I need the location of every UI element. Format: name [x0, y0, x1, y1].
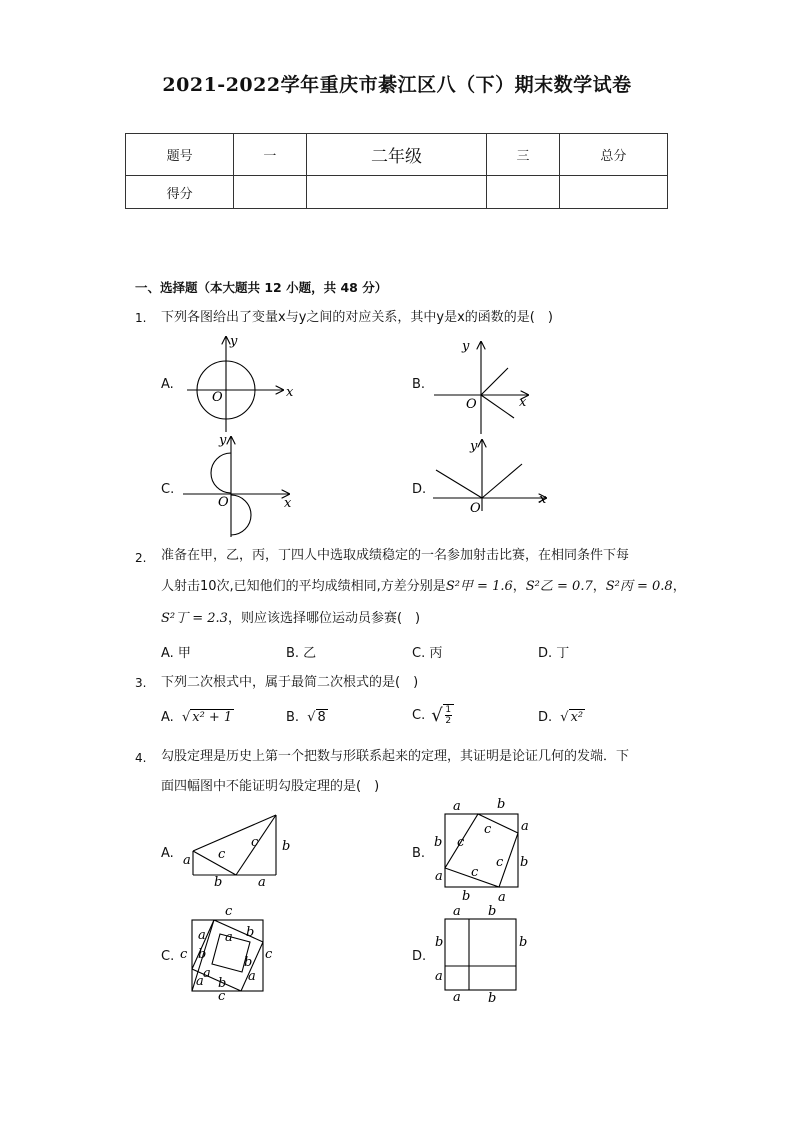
side-label-a: a [453, 904, 461, 919]
option-label: D. [538, 710, 553, 725]
score-header-cell: 总分 [559, 134, 667, 176]
y-axis-label: y [219, 433, 227, 448]
option-d: D. √ x² [538, 710, 584, 725]
side-label-b: b [198, 947, 207, 962]
option-label: C. [412, 707, 426, 723]
x-axis-label: x [519, 395, 527, 410]
variance-bing: S²丙 = 0.8 [605, 579, 673, 594]
side-label-c: c [225, 904, 233, 919]
option-label: A. 甲 [161, 646, 191, 661]
fraction-denominator: 2 [445, 716, 452, 726]
side-label-b: b [435, 935, 444, 950]
origin-label: O [212, 390, 223, 405]
side-label-b: b [244, 955, 253, 970]
side-label-a: a [196, 974, 204, 989]
option-label: A. [161, 846, 174, 861]
question-text: 下列二次根式中，属于最简二次根式的是( ) [161, 675, 419, 690]
side-label-c: c [471, 865, 479, 880]
option-label: C. [161, 949, 175, 964]
x-axis-label: x [286, 385, 294, 400]
side-label-b: b [246, 925, 255, 940]
side-label-a: a [198, 928, 206, 943]
option-label: D. 丁 [538, 646, 570, 661]
graph-v-shape-figure [433, 440, 546, 511]
page-title: 2021-2022学年重庆市綦江区八（下）期末数学试卷 [162, 74, 632, 96]
side-label-b: b [497, 797, 506, 812]
side-label-b: b [520, 855, 529, 870]
option-label: B. [412, 377, 426, 392]
question-text-line: 人射击10次,已知他们的平均成绩相同,方差分别是S²甲 = 1.6，S²乙 = 0.7，S²丙 = 0.8， [161, 579, 686, 594]
variance-ding: S²丁 = 2.3 [161, 611, 228, 626]
option-a: A. √ x² + 1 [161, 710, 233, 725]
radicand: 8 [317, 710, 326, 725]
option-label: B. [286, 710, 300, 725]
score-row-label: 得分 [126, 176, 234, 209]
side-label-c: c [496, 855, 504, 870]
side-label-a: a [248, 969, 256, 984]
question-text-line [161, 603, 661, 635]
side-label-b: b [488, 904, 497, 919]
option-b: B. √ 8 [286, 710, 326, 725]
question-text-line: 勾股定理是历史上第一个把数与形联系起来的定理，其证明是论证几何的发端．下 [161, 749, 630, 764]
y-axis-label: y [470, 439, 478, 454]
graph-circle-figure [187, 337, 283, 432]
fraction-numerator: 1 [445, 705, 452, 715]
side-label-c: c [265, 947, 273, 962]
radicand: x² + 1 [192, 710, 233, 725]
side-label-c: c [218, 989, 226, 1004]
side-label-b: b [434, 835, 443, 850]
score-header-cell: 题号 [126, 134, 234, 176]
variance-jia: S²甲 = 1.6 [445, 579, 513, 594]
variance-yi: S²乙 = 0.7 [525, 579, 593, 594]
graph-rays-figure [434, 342, 528, 434]
side-label-a: a [453, 990, 461, 1005]
option-label: C. 丙 [412, 646, 443, 661]
question-text-line: 面四幅图中不能证明勾股定理的是( ) [161, 779, 380, 794]
side-label-b: b [462, 889, 471, 904]
y-axis-label: y [230, 334, 238, 349]
option-label: C. [161, 482, 175, 497]
question-text-fragment: ，则应该选择哪位运动员参赛( ) [227, 611, 421, 626]
side-label-a: a [183, 853, 191, 868]
radicand: x² [570, 710, 584, 725]
option-label: A. [161, 710, 174, 725]
side-label-a: a [225, 930, 233, 945]
side-label-b: b [218, 976, 227, 991]
side-label-a: a [203, 966, 211, 981]
side-label-c: c [180, 947, 188, 962]
option-label: B. [412, 846, 426, 861]
side-label-c: c [251, 835, 259, 850]
question-number: 4. [135, 751, 147, 765]
x-axis-label: x [539, 492, 547, 507]
origin-label: O [218, 495, 229, 510]
question-text-line: 准备在甲，乙，丙，丁四人中选取成绩稳定的一名参加射击比赛，在相同条件下每 [161, 548, 630, 563]
origin-label: O [466, 397, 477, 412]
graph-semicircles-figure [183, 437, 289, 537]
side-label-b: b [282, 839, 291, 854]
score-header-cell: 二年级 [306, 134, 487, 176]
score-header-cell: 三 [487, 134, 560, 176]
pythagoras-trapezoid-figure [193, 815, 276, 875]
pythagoras-square-figure-d [445, 919, 516, 990]
side-label-b: b [214, 875, 223, 890]
option-label: A. [161, 377, 174, 392]
side-label-a: a [258, 875, 266, 890]
option-c: C. √ $\frac{1}{2}$ [412, 704, 454, 726]
option-label: D. [412, 949, 427, 964]
pythagoras-square-figure-b [445, 814, 518, 887]
origin-label: O [470, 501, 481, 516]
section-heading: 一、选择题（本大题共 12 小题，共 48 分） [135, 280, 388, 295]
side-label-b: b [488, 991, 497, 1006]
question-number: 2. [135, 551, 147, 565]
fraction [443, 704, 454, 726]
side-label-a: a [435, 969, 443, 984]
option-label: D. [412, 482, 427, 497]
score-header-cell: 一 [234, 134, 307, 176]
side-label-c: c [218, 847, 226, 862]
side-label-a: a [521, 819, 529, 834]
question-text: 下列各图给出了变量x与y之间的对应关系，其中y是x的函数的是( ) [161, 310, 553, 325]
x-axis-label: x [284, 496, 292, 511]
y-axis-label: y [462, 339, 470, 354]
question-number: 1. [135, 311, 147, 325]
side-label-c: c [457, 835, 465, 850]
side-label-b: b [519, 935, 528, 950]
question-number: 3. [135, 676, 147, 690]
option-label: B. 乙 [286, 646, 317, 661]
side-label-a: a [435, 869, 443, 884]
side-label-a: a [453, 799, 461, 814]
side-label-c: c [484, 822, 492, 837]
question-text-fragment: 人射击10次,已知他们的平均成绩相同,方差分别是 [161, 579, 446, 594]
side-label-a: a [498, 890, 506, 905]
